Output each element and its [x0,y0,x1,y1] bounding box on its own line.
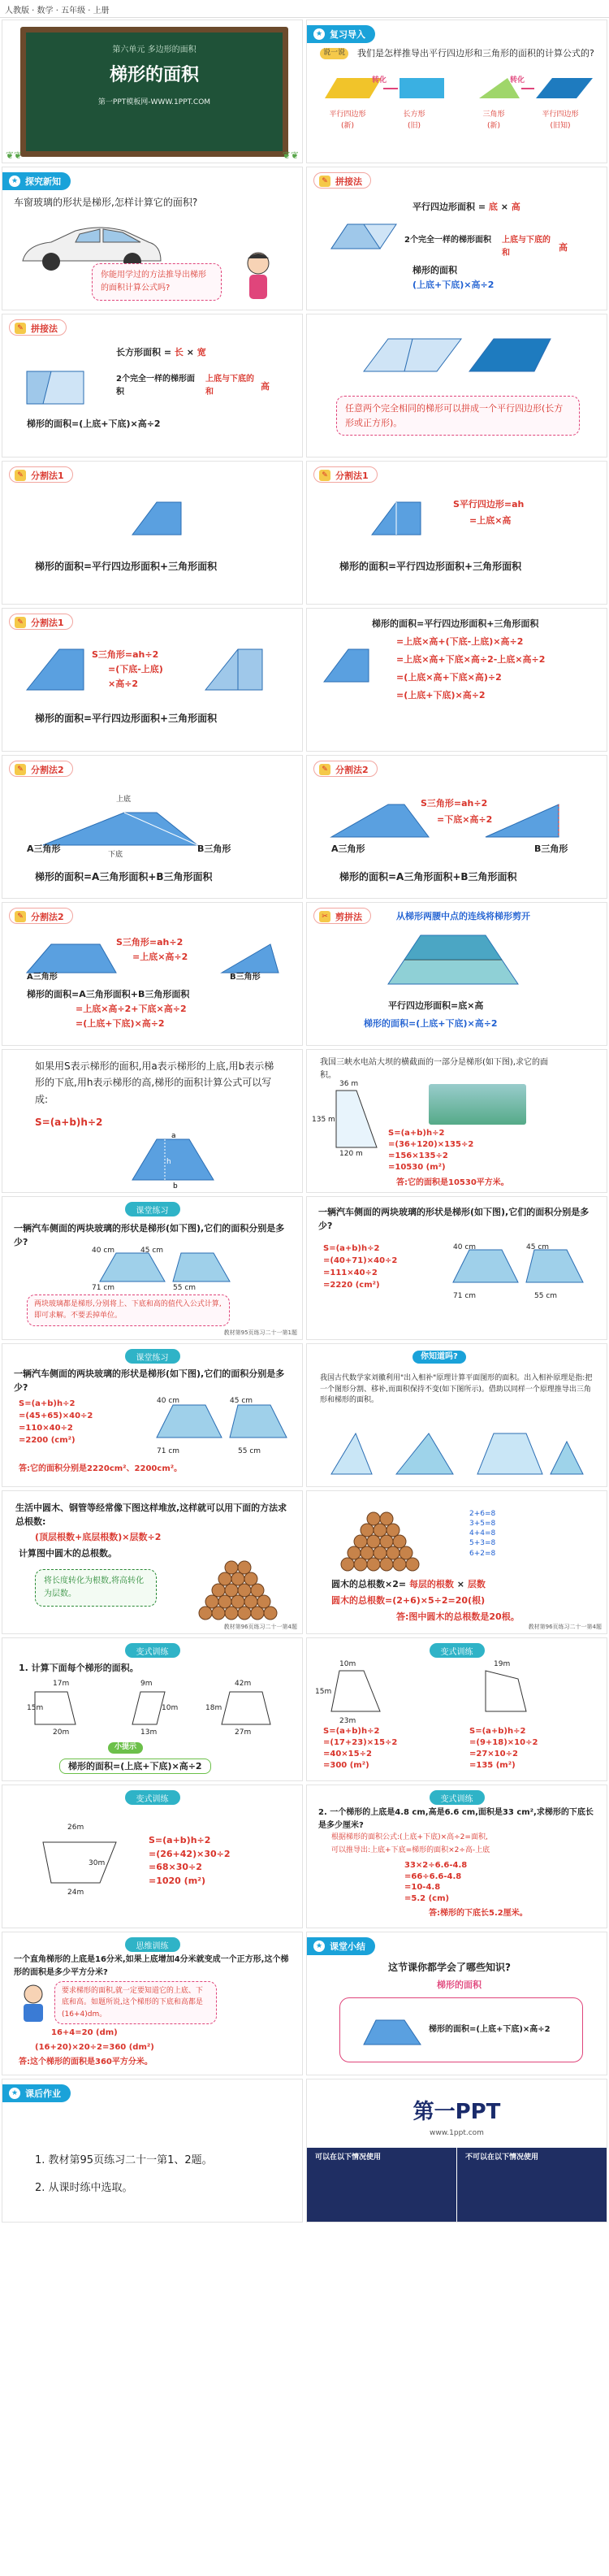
s5-line1: 长方形面积 = 长 × 宽 [116,347,206,358]
tag-split [313,761,378,777]
brand-panel-left [307,2148,456,2223]
shape-sub: (新) [340,121,355,130]
s12-f: S三角形=ah÷2 [421,798,488,809]
variant-trap [35,1826,132,1891]
tag-variant: 变式训练 [125,1790,180,1805]
tag-label: 分割法2 [335,765,369,775]
star-icon: ★ [313,1941,325,1952]
say-label: 说一说 [320,48,348,59]
s14-t2: 梯形的面积=(上底+下底)×高÷2 [364,1018,498,1029]
parallelogram-diagram [315,216,404,257]
s10-l4: =(上底+下底)×高÷2 [396,690,486,700]
conclusion-box: 任意两个完全相同的梯形可以拼成一个平行四边形(长方形或正方形)。 [336,396,580,436]
s8-f2: =上底×高 [469,515,512,526]
s8-text: 梯形的面积=平行四边形面积+三角形面积 [339,561,522,572]
s15-p: 如果用S表示梯形的面积,用a表示梯形的上底,用b表示梯形的下底,用h表示梯形的高,梯形的面积计算公式可以写成: [35,1060,274,1105]
variant-trap-2 [477,1663,542,1720]
leaf-icon: ❦❦ [6,150,23,161]
s18-q: 一辆汽车侧面的两块玻璃的形状是梯形(如下图),它们的面积分别是多少? [318,1207,590,1232]
svg-text:h: h [166,1158,171,1166]
s18-d3: 71 cm [453,1292,477,1300]
s11-dn: 下底 [108,851,123,859]
slide-thinking[interactable] [2,1932,303,2075]
tag-label: 分割法1 [31,471,64,481]
text: 每层的根数 [408,1579,454,1589]
tag-label: 拼接法 [31,323,58,334]
calc-line: =300 (m²) [323,1761,369,1770]
puzzle-icon: ✎ [319,176,330,187]
calc-line: =27×10÷2 [469,1750,518,1759]
slide-explore[interactable] [2,167,303,310]
s28-f: 梯形的面积=(上底+下底)×高÷2 [429,2025,551,2034]
dam-photo [429,1084,526,1125]
slide-cover[interactable] [2,20,303,163]
slide-logs[interactable] [2,1490,303,1634]
s16-d3: 120 m [339,1150,363,1158]
calc-line: =(36+120)×135÷2 [388,1140,474,1149]
slide-cut[interactable] [306,902,607,1046]
tag-label: 剪拼法 [335,912,362,922]
tag-split [9,761,73,777]
s22-page: 教材第96页练习二十一第4题 [528,1624,602,1630]
s23-d7: 27m [235,1728,252,1737]
puzzle-icon: ✎ [15,323,26,334]
s24-d0: 10m [339,1660,356,1668]
s14-title: 从梯形两腰中点的连线将梯形剪开 [396,911,530,922]
s17-d4: 55 cm [173,1284,197,1292]
s14-t1: 平行四边形面积=底×高 [388,1000,484,1011]
shape-label: 长方形 [403,111,425,119]
s13-f2: =上底×高÷2 [132,952,188,962]
s27-l1: 16+4=20 (dm) [51,2028,118,2037]
slide-know[interactable] [306,1343,607,1487]
shape-sub: (新) [486,121,501,130]
shape-sub: (旧) [407,121,421,130]
s16-q: 我国三峡水电站大坝的横截面的一部分是梯形(如下图),求它的面积。 [320,1058,548,1080]
s27-ans: 答:这个梯形的面积是360平方分米。 [19,2058,153,2066]
s22-nums [469,1509,495,1559]
s19-q: 一辆汽车侧面的两块玻璃的形状是梯形(如下图),它们的面积分别是多少? [14,1368,285,1394]
s10-l2: =上底×高+下底×高÷2-上底×高÷2 [396,654,546,665]
cover-unit: 第六单元 多边形的面积 [112,46,197,54]
s19-d2: 45 cm [230,1397,253,1405]
s19-d4: 55 cm [238,1447,261,1455]
s20-p: 我国古代数学家刘徽利用"出入相补"原理计算平面图形的面积。出入相补原理是指:把一个图形分割、移补,而面积保持不变(如下图所示)。借助以同样一个原理推导出三角形和梯形的面积。 [320,1374,593,1404]
know-diagrams [323,1425,591,1479]
s21-tip: 将长度转化为根数,将高转化为层数。 [35,1569,157,1607]
shape-name-2 [382,110,447,132]
s12-a: A三角形 [331,843,365,854]
s13-l1: =上底×高÷2+下底×高÷2 [76,1004,187,1014]
s17-d1: 40 cm [92,1247,115,1255]
slide-brand[interactable] [306,2079,607,2223]
s27-l2: (16+20)×20÷2=360 (dm²) [35,2043,154,2052]
s24-calc2 [469,1726,538,1772]
s22-eq [331,1577,486,1591]
s13-f: S三角形=ah÷2 [116,937,184,948]
brand-c1: 可以在以下情况使用 [315,2153,382,2162]
calc-line: =10-4.8 [404,1883,441,1892]
s23-hint: 小提示 [108,1742,143,1754]
num-line: 6+2=8 [469,1549,496,1558]
calc-line: =(26+42)×30÷2 [149,1848,231,1859]
s26-calc [404,1860,467,1904]
s18-d4: 55 cm [534,1292,558,1300]
s5-line2c: 高 [261,381,270,392]
slide-split1-c[interactable] [2,608,303,752]
s4-line2a: 2个完全一样的梯形面积 [404,236,491,245]
s23-d8: 18m [205,1704,222,1712]
calc-line: S=(a+b)h÷2 [149,1835,211,1845]
slide-variant-2[interactable] [2,1785,303,1928]
s22-ans: 答:图中圆木的总根数是20根。 [396,1611,520,1622]
s23-d4: 10m [162,1704,179,1712]
girl-illustration [238,249,279,306]
shape-label: 三角形 [482,111,505,119]
header-bar [0,0,609,18]
slide-practice-1b[interactable] [306,1196,607,1340]
slide-conclusion[interactable] [306,314,607,458]
s4-line3a: 梯形的面积 [412,265,457,275]
s26-ans: 答:梯形的下底长5.2厘米。 [429,1909,528,1918]
slide-split1-a[interactable] [2,461,303,605]
s23-d0: 17m [53,1680,70,1688]
calc-line: =40×15÷2 [323,1750,372,1759]
s19-d3: 71 cm [157,1447,180,1455]
calc-line: S=(a+b)h÷2 [19,1399,76,1408]
s28-k: 梯形的面积 [437,1980,482,1990]
s25-d1: 26m [67,1824,84,1832]
header-text: 人教版 · 数学 · 五年级 · 上册 [5,7,110,15]
s21-page: 教材第96页练习二十一第4题 [223,1624,297,1630]
s21-f: (顶层根数+底层根数)×层数÷2 [35,1532,162,1542]
s23-d5: 13m [140,1728,158,1737]
chalkboard [20,27,288,157]
s12-f2: =下底×高÷2 [437,814,493,825]
slide-split2-c[interactable] [2,902,303,1046]
s11-a: A三角形 [27,843,61,854]
calc-line: =110×40÷2 [19,1424,73,1433]
tag-variant: 变式训练 [430,1790,485,1805]
s24-d3: 23m [339,1717,356,1725]
calc-line: =5.2 (cm) [404,1893,450,1903]
slide-split1-derive[interactable] [306,608,607,752]
s18-d2: 45 cm [526,1243,550,1251]
s10-l0: 梯形的面积=平行四边形面积+三角形面积 [372,618,539,629]
log-pile [331,1507,437,1572]
review-shapes [317,74,601,106]
s26-q: 2. 一个梯形的上底是4.8 cm,高是6.6 cm,面积是33 cm²,求梯形的下底长是多少厘米? [318,1808,594,1830]
num-line: 5+3=8 [469,1539,496,1548]
tag-summary [307,1937,375,1955]
s8-f1: S平行四边形=ah [453,499,525,510]
s13-l0: 梯形的面积=A三角形面积+B三角形面积 [27,989,190,1000]
s5-line2a: 2个完全一样的梯形面积 [116,375,195,397]
s16-d2: 135 m [312,1116,335,1124]
slide-summary[interactable] [306,1932,607,2075]
s16-calc [388,1128,473,1173]
num-line: 4+4=8 [469,1529,496,1538]
text: 高 [511,202,520,212]
num-line: 2+6=8 [469,1510,496,1518]
s13-a: A三角形 [27,973,58,982]
s9-f1: S三角形=ah÷2 [92,649,159,660]
s28-q: 这节课你都学会了哪些知识? [388,1962,511,1973]
tag-thinking: 思维训练 [125,1937,180,1952]
formula-trapezoid [124,1131,222,1188]
cover-title: 梯形的面积 [109,65,199,85]
brand-logo: 第一PPT [412,2100,501,2124]
s29-l1: 1. 教材第95页练习二十一第1、2题。 [35,2154,213,2166]
s17-d3: 71 cm [92,1284,115,1292]
tag-practice: 课堂练习 [125,1349,180,1364]
s24-d1: 19m [494,1660,511,1668]
two-trapezoids [356,331,559,379]
tag-review [307,25,375,43]
s23-q: 1. 计算下面每个梯形的面积。 [19,1663,139,1673]
summary-trapezoid [356,2012,429,2053]
s18-calc [323,1242,397,1291]
slide-formula[interactable] [2,1049,303,1193]
s16-ans: 答:它的面积是10530平方米。 [396,1178,509,1187]
s25-d2: 30m [89,1859,106,1867]
s9-text: 梯形的面积=平行四边形面积+三角形面积 [35,713,218,724]
tag-label: 课堂小结 [330,1941,365,1952]
s10-l1: =上底×高+(下底-上底)×高÷2 [396,636,524,647]
slide-dam[interactable] [306,1049,607,1193]
tag-label: 分割法1 [31,618,64,628]
slide-variant-3[interactable] [306,1785,607,1928]
s27-q: 一个直角梯形的上底是16分米,如果上底增加4分米就变成一个正方形,这个梯形的面积是多少平方分米? [14,1955,289,1977]
s15-f: S=(a+b)h÷2 [35,1117,103,1128]
tag-variant: 变式训练 [430,1643,485,1658]
tag-label: 课后作业 [25,2088,61,2099]
teacher-illustration [17,1983,50,2023]
s17-d2: 45 cm [140,1247,164,1255]
calc-line: =(17+23)×15÷2 [323,1738,398,1747]
slide-practice-1c[interactable] [2,1343,303,1487]
puzzle-icon: ✎ [15,911,26,922]
trapezoid-diagram [320,641,377,690]
tag-label: 分割法2 [31,912,64,922]
tag-label: 分割法2 [31,765,64,775]
calc-line: 33×2÷6.6-4.8 [404,1861,468,1870]
convert-label-1: 转化 [372,76,387,85]
scissors-icon: ✂ [319,911,330,922]
tag-explore [2,172,71,190]
puzzle-icon: ✎ [15,764,26,775]
s7-text: 梯形的面积=平行四边形面积+三角形面积 [35,561,218,572]
tag-label: 拼接法 [335,176,362,187]
s19-d1: 40 cm [157,1397,180,1405]
s23-d6: 42m [235,1680,252,1688]
s12-text: 梯形的面积=A三角形面积+B三角形面积 [339,871,517,883]
s9-f2: =(下底-上底) [108,664,163,674]
convert-label-2: 转化 [510,76,525,85]
calc-line: =2200 (cm²) [19,1436,76,1445]
explore-question: 车窗玻璃的形状是梯形,怎样计算它的面积? [14,197,198,208]
brand-panel-right [457,2148,607,2223]
leaf-icon: ❦❦ [282,150,299,161]
blank-area [2,2226,303,2574]
calc-line: =135 (m²) [469,1761,516,1770]
text: 宽 [197,347,206,358]
shape-name-1 [315,110,380,132]
text: 层数 [467,1579,486,1589]
rectangle-diagram [19,355,92,412]
num-line: 3+5=8 [469,1520,496,1529]
text: 圆木的总根数×2= [331,1579,407,1589]
slide-split1-b[interactable] [306,461,607,605]
s13-b: B三角形 [230,973,261,982]
s17-tip: 两块玻璃都是梯形,分别将上、下底和高的值代入公式计算,即可求解。不要丢掉单位。 [27,1295,230,1326]
s23-small: 梯形的面积=(上底+下底)×高÷2 [59,1759,211,1774]
s18-d1: 40 cm [453,1243,477,1251]
s11-up: 上底 [116,796,132,804]
log-pile [181,1556,295,1621]
s9-f3: ×高÷2 [108,679,139,689]
puzzle-icon: ✎ [319,764,330,775]
s21-q2: 计算图中圆木的总根数。 [19,1548,117,1559]
tag-split [9,614,73,630]
tag-cut [313,908,371,924]
svg-text:b: b [173,1182,178,1188]
tag-splice [313,172,371,189]
s4-line2b: 上底与下底的和 [502,236,551,258]
slide-practice-1[interactable] [2,1196,303,1340]
s21-q: 生活中圆木、钢管等经常像下图这样堆放,这样就可以用下面的方法求总根数: [15,1503,287,1528]
slide-splice-2[interactable] [2,314,303,458]
puzzle-icon: ✎ [319,470,330,481]
s17-page: 教材第95页练习二十一第1题 [223,1329,297,1336]
calc-line: =68×30÷2 [149,1862,202,1872]
tag-variant: 变式训练 [125,1643,180,1658]
explore-bubble: 你能用学过的方法推导出梯形的面积计算公式吗? [92,263,222,301]
star-icon: ★ [9,2088,20,2099]
svg-text:a: a [171,1132,176,1140]
s11-b: B三角形 [197,843,231,854]
calc-line: =111×40÷2 [323,1268,378,1277]
tag-split [9,908,73,924]
s11-text: 梯形的面积=A三角形面积+B三角形面积 [35,871,213,883]
s29-l2: 2. 从课时练中选取。 [35,2182,133,2194]
blank-area [306,2226,607,2574]
puzzle-icon: ✎ [15,617,26,628]
slide-split2-b[interactable] [306,755,607,899]
trapezoid-diagram [124,494,197,543]
s19-calc [19,1398,93,1446]
glass-diagram [149,1401,295,1450]
star-icon: ★ [9,176,20,187]
tag-split [313,466,378,483]
s24-calc1 [323,1726,397,1772]
tag-label: 复习导入 [330,29,365,40]
slide-splice-1[interactable] [306,167,607,310]
s23-d1: 15m [27,1704,44,1712]
text: 平行四边形面积 [412,202,475,212]
shape-label: 平行四边形 [329,111,366,119]
calc-line: =66÷6.6-4.8 [404,1871,462,1881]
s4-line2c: 高 [559,242,568,253]
text: 底 [488,202,498,212]
s4-line3b: (上底+下底)×高÷2 [412,280,495,290]
slide-homework[interactable] [2,2079,303,2223]
calc-line: =(9+18)×10÷2 [469,1738,538,1747]
s25-d3: 24m [67,1889,84,1897]
calc-line: S=(a+b)h÷2 [388,1129,445,1138]
s17-q: 一辆汽车侧面的两块玻璃的形状是梯形(如下图),它们的面积分别是多少? [14,1223,285,1248]
brand-c2: 不可以在以下情况使用 [465,2153,539,2162]
s26-l1: 根据梯形的面积公式:(上底+下底)×高÷2=面积, [331,1833,488,1841]
tag-label: 探究新知 [25,176,61,187]
s23-d3: 9m [140,1680,153,1688]
text: 长 [174,347,184,358]
calc-line: =(45+65)×40÷2 [19,1412,93,1420]
s23-d2: 20m [53,1728,70,1737]
calc-line: =2220 (cm²) [323,1281,380,1290]
brand-url: www.1ppt.com [430,2129,484,2137]
s25-calc [149,1834,231,1888]
calc-line: S=(a+b)h÷2 [323,1244,380,1253]
s5-line3: 梯形的面积=(上底+下底)×高÷2 [27,418,161,429]
tag-practice: 课堂练习 [125,1202,180,1216]
s5-line2b: 上底与下底的和 [205,375,254,397]
calc-line: =1020 (m²) [149,1875,205,1886]
shape-label: 平行四边形 [542,111,579,119]
tag-label: 分割法1 [335,471,369,481]
s19-ans: 答:它的面积分别是2220cm²、2200cm²。 [19,1464,183,1473]
slide-split2-a[interactable] [2,755,303,899]
calc-line: =10530 (m²) [388,1163,446,1172]
tag-split [9,466,73,483]
s10-l3: =(上底×高+下底×高)÷2 [396,672,502,683]
s12-b: B三角形 [534,843,568,854]
calc-line: S=(a+b)h÷2 [469,1727,526,1736]
puzzle-icon: ✎ [15,470,26,481]
variant-diagrams [27,1684,287,1733]
shape-sub: (旧知) [550,121,571,130]
s24-d2: 15m [315,1688,332,1696]
s20-title: 你知道吗? [412,1351,466,1364]
review-question: 我们是怎样推导出平行四边形和三角形的面积的计算公式的? [357,48,594,59]
cut-diagram [372,927,534,992]
tag-homework [2,2084,71,2102]
s4-line1: 平行四边形面积 = 底 × 高 [412,202,520,212]
slide-variant-1-sol[interactable] [306,1637,607,1781]
shape-name-3 [461,110,526,132]
star-icon: ★ [313,28,325,40]
s26-l2: 可以推导出:上底+下底=梯形的面积×2÷高-上底 [331,1846,490,1854]
cover-site: 第一PPT模板网-WWW.1PPT.COM [97,98,211,106]
slide-logs-solution[interactable] [306,1490,607,1634]
s16-d1: 36 m [339,1080,359,1088]
tag-splice [9,319,67,336]
s13-l2: =(上底+下底)×高÷2 [76,1018,165,1029]
shape-name-4 [528,110,593,132]
s27-tip: 要求梯形的面积,就一定要知道它的上底、下底和高。如题所说,这个梯形的下底和高都是(16+4)dm。 [54,1981,217,2024]
slide-variant-1[interactable] [2,1637,303,1781]
s22-l5: 圆木的总根数=(2+6)×5÷2=20(根) [331,1595,486,1606]
slide-review[interactable] [306,20,607,163]
calc-line: S=(a+b)h÷2 [323,1727,380,1736]
text: × [456,1579,464,1589]
text: 长方形面积 [116,347,161,358]
variant-trap-1 [323,1663,388,1720]
trapezoid-diagram [364,494,437,543]
calc-line: =(40+71)×40÷2 [323,1256,398,1265]
calc-line: =156×135÷2 [388,1151,448,1160]
